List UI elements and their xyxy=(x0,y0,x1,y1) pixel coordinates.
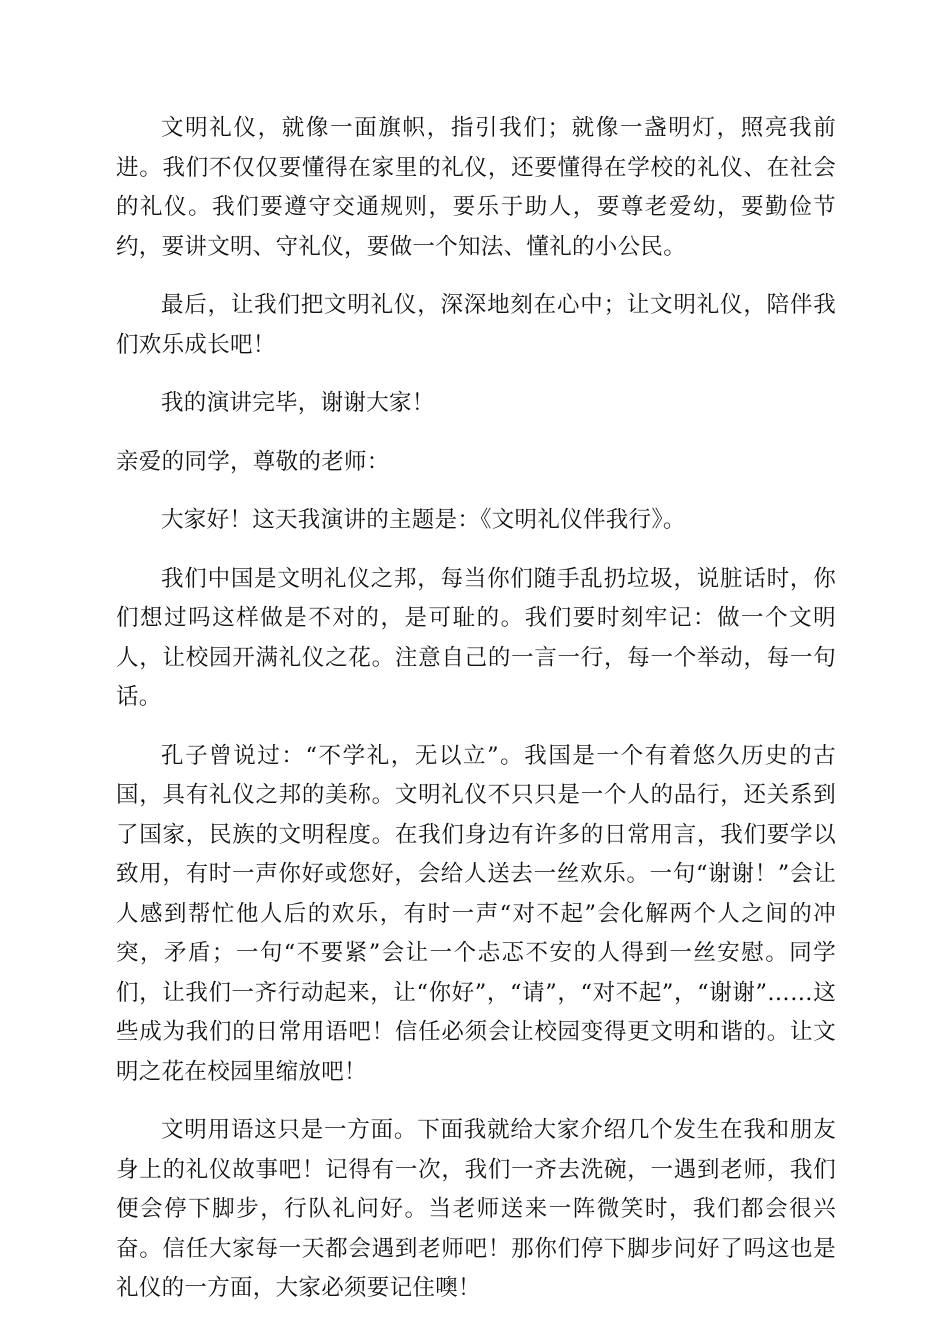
paragraph-7: 孔子曾说过：“不学礼，无以立”。我国是一个有着悠久历史的古国，具有礼仪之邦的美称。文明礼仪不只只是一个人的品行，还关系到了国家，民族的文明程度。在我们身边有许多的日常用言，我们要学以致用，有时一声你好或您好，会给人送去一丝欢乐。一句“谢谢！”会让人感到帮忙他人后的欢乐，有时一声“对不起”会化解两个人之间的冲突，矛盾；一句“不要紧”会让一个忐忑不安的人得到一丝安慰。同学们，让我们一齐行动起来，让“你好”，“请”，“对不起”，“谢谢”……这些成为我们的日常用语吧！信任必须会让校园变得更文明和谐的。让文明之花在校园里缩放吧！ xyxy=(116,742,836,1085)
document-body xyxy=(116,109,836,1328)
paragraph-6: 我们中国是文明礼仪之邦，每当你们随手乱扔垃圾，说脏话时，你们想过吗这样做是不对的，是可耻的。我们要时刻牢记：做一个文明人，让校园开满礼仪之花。注意自己的一言一行，每一个举动，每一句话。 xyxy=(116,565,836,710)
paragraph-1: 文明礼仪，就像一面旗帜，指引我们；就像一盏明灯，照亮我前进。我们不仅仅要懂得在家里的礼仪，还要懂得在学校的礼仪、在社会的礼仪。我们要遵守交通规则，要乐于助人，要尊老爱幼，要勤俭节约，要讲文明、守礼仪，要做一个知法、懂礼的小公民。 xyxy=(116,115,836,260)
paragraph-2: 最后，让我们把文明礼仪，深深地刻在心中；让文明礼仪，陪伴我们欢乐成长吧！ xyxy=(116,292,836,358)
paragraph-5: 大家好！这天我演讲的主题是：《文明礼仪伴我行》。 xyxy=(161,507,686,533)
paragraph-4-salutation: 亲爱的同学，尊敬的老师： xyxy=(116,448,390,475)
paragraph-8: 文明用语这只是一方面。下面我就给大家介绍几个发生在我和朋友身上的礼仪故事吧！记得有一次，我们一齐去洗碗，一遇到老师，我们便会停下脚步，行队礼问好。当老师送来一阵微笑时，我们都会很兴奋。信任大家每一天都会遇到老师吧！那你们停下脚步问好了吗这也是礼仪的一方面，大家必须要记住噢！ xyxy=(116,1117,836,1301)
paragraph-3: 我的演讲完毕，谢谢大家！ xyxy=(161,390,435,416)
